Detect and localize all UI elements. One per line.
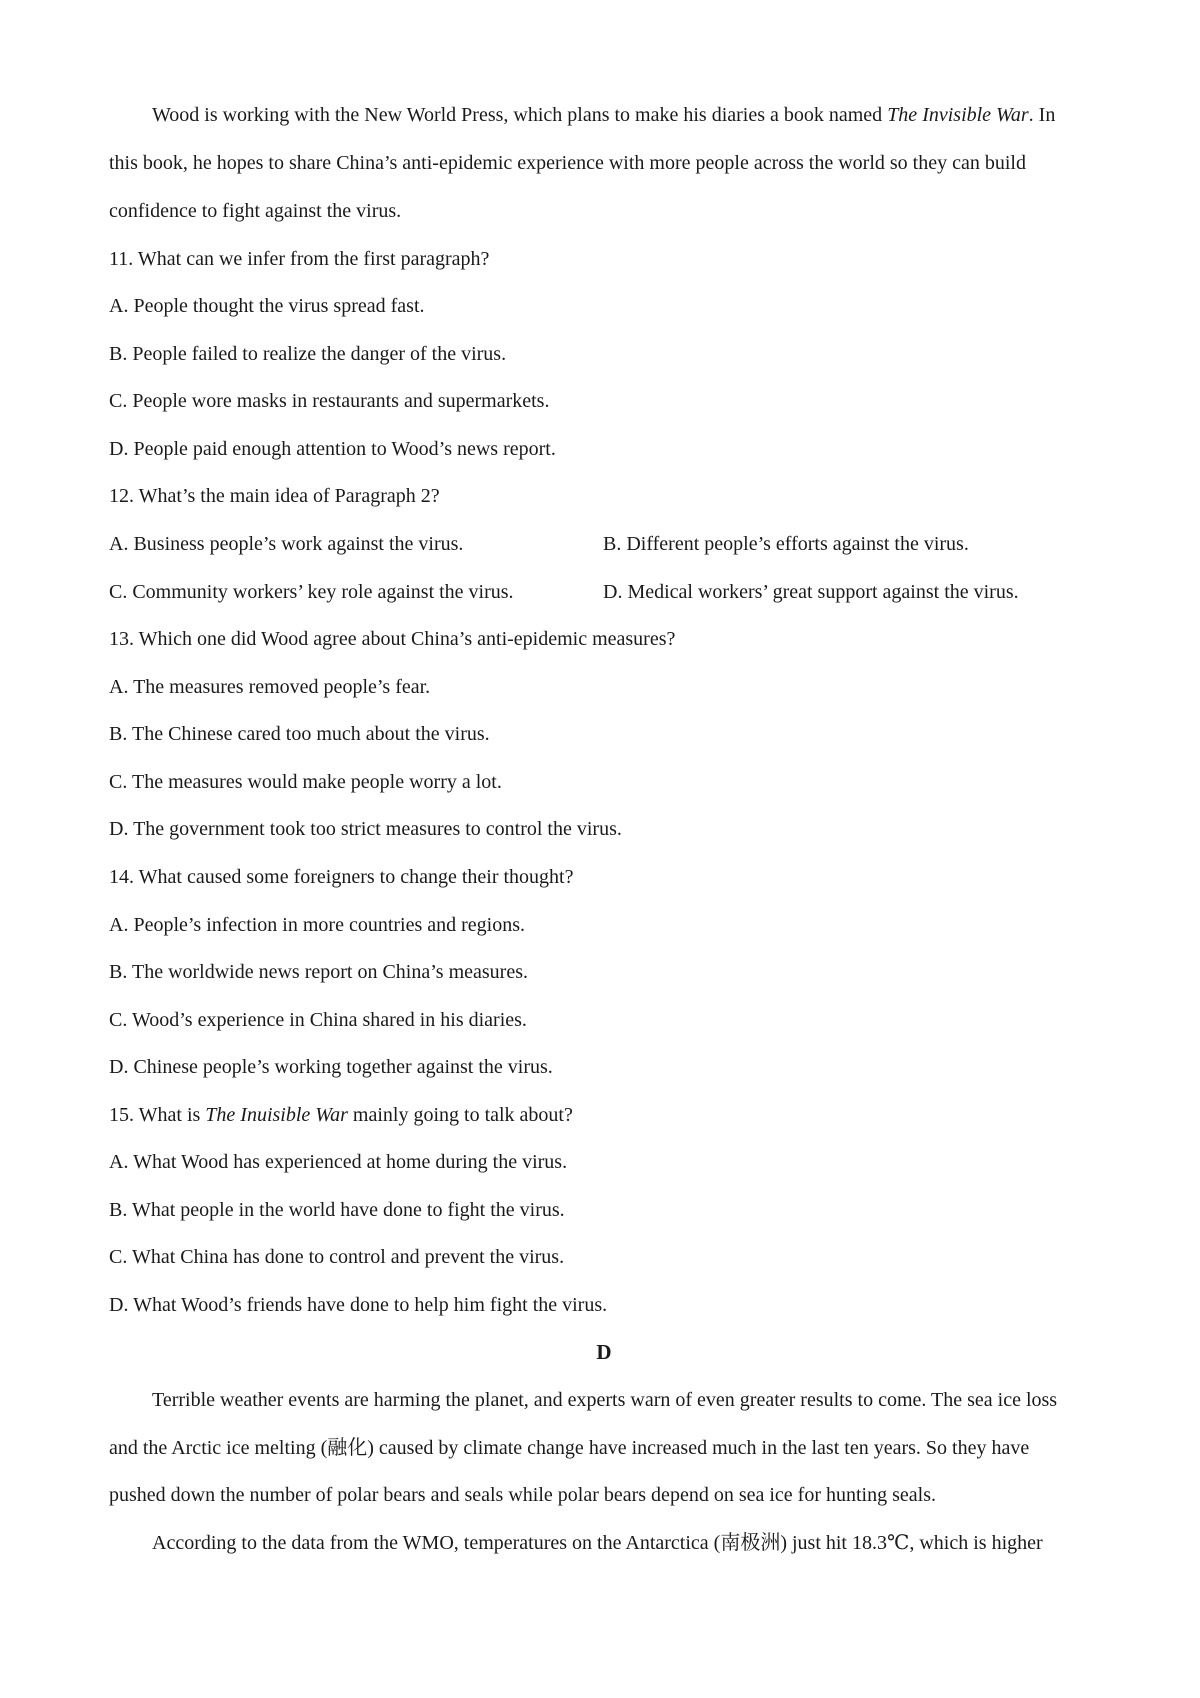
answer-option: D. Chinese people’s working together against the virus. [109, 1056, 553, 1078]
answer-option: B. People failed to realize the danger of the virus. [109, 343, 507, 365]
answer-option: A. Business people’s work against the virus. [109, 533, 464, 555]
answer-option: C. Wood’s experience in China shared in his diaries. [109, 1009, 527, 1031]
answer-option: C. The measures would make people worry a lot. [109, 771, 502, 793]
question-stem [109, 1103, 1100, 1127]
answer-option: B. The worldwide news report on China’s measures. [109, 961, 528, 983]
text-span: . In [1028, 104, 1056, 126]
answer-option: A. People’s infection in more countries and regions. [109, 914, 526, 936]
answer-option: C. What China has done to control and prevent the virus. [109, 1246, 565, 1268]
passage-d-line: and the Arctic ice melting (融化) caused by climate change have increased much in the last ten years. So they have [109, 1437, 1030, 1459]
book-title: The Inuisible War [205, 1104, 348, 1126]
text-span: Wood is working with the New World Press, which plans to make his diaries a book named [152, 104, 888, 126]
book-title: The Invisible War [887, 104, 1029, 126]
answer-option: A. The measures removed people’s fear. [109, 676, 431, 698]
text-span: mainly going to talk about? [347, 1104, 573, 1126]
passage-c-line: this book, he hopes to share China’s anti-epidemic experience with more people across the world so they can build [109, 152, 1026, 174]
answer-option: D. Medical workers’ great support against the virus. [603, 581, 1019, 603]
answer-option: C. People wore masks in restaurants and supermarkets. [109, 390, 550, 412]
answer-option: A. What Wood has experienced at home during the virus. [109, 1151, 568, 1173]
passage-c-line: confidence to fight against the virus. [109, 200, 402, 222]
passage-d-line: According to the data from the WMO, temperatures on the Antarctica (南极洲) just hit 18.3℃, which is higher [152, 1532, 1043, 1554]
answer-option: B. The Chinese cared too much about the virus. [109, 723, 490, 745]
passage-c-line [152, 103, 1100, 127]
passage-d-line: Terrible weather events are harming the planet, and experts warn of even greater results to come. The sea ice loss [152, 1389, 1058, 1411]
question-stem: 14. What caused some foreigners to change their thought? [109, 866, 574, 888]
answer-option: A. People thought the virus spread fast. [109, 295, 425, 317]
answer-option: B. Different people’s efforts against the virus. [603, 533, 969, 555]
answer-option: D. People paid enough attention to Wood’s news report. [109, 438, 556, 460]
answer-option: D. What Wood’s friends have done to help him fight the virus. [109, 1294, 608, 1316]
question-stem: 12. What’s the main idea of Paragraph 2? [109, 485, 440, 507]
answer-option: D. The government took too strict measures to control the virus. [109, 818, 622, 840]
passage-d-line: pushed down the number of polar bears and seals while polar bears depend on sea ice for hunting seals. [109, 1484, 936, 1506]
question-stem: 13. Which one did Wood agree about China’s anti-epidemic measures? [109, 628, 676, 650]
question-stem: 11. What can we infer from the first paragraph? [109, 248, 490, 270]
answer-option: B. What people in the world have done to fight the virus. [109, 1199, 565, 1221]
section-heading: D [596, 1340, 612, 1364]
text-span: 15. What is [109, 1104, 206, 1126]
answer-option: C. Community workers’ key role against the virus. [109, 581, 514, 603]
